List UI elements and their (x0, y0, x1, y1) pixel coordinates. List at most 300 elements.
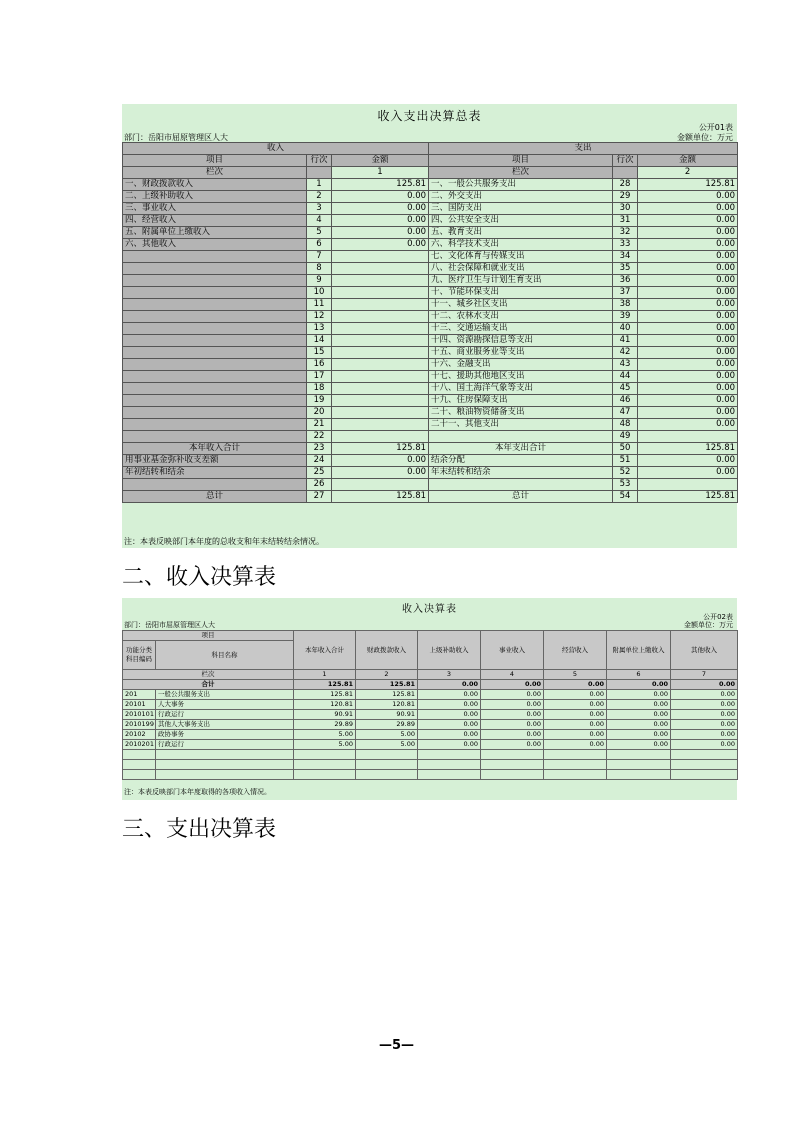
t2-total-2: 125.81 (356, 680, 418, 690)
t2-total-6: 0.00 (607, 680, 671, 690)
t2-code-header: 功能分类科目编码 (123, 641, 156, 670)
expense-amount: 0.00 (638, 311, 738, 323)
income-value: 0.00 (671, 740, 738, 750)
expense-row-no: 40 (613, 323, 638, 335)
summary-row (123, 203, 738, 215)
income-row-no: 5 (307, 227, 332, 239)
table1-note: 注：本表反映部门本年度的总收支和年末结转结余情况。 (124, 537, 324, 546)
table2-code: 公开02表 (703, 613, 733, 621)
expense-row-no: 32 (613, 227, 638, 239)
income-value: 0.00 (418, 710, 481, 720)
income-value: 0.00 (544, 710, 607, 720)
income-item (123, 383, 307, 395)
expense-row-no: 52 (613, 467, 638, 479)
income-amount: 0.00 (332, 215, 429, 227)
expense-amount: 0.00 (638, 395, 738, 407)
income-value: 0.00 (544, 720, 607, 730)
summary-row (123, 251, 738, 263)
summary-row (123, 191, 738, 203)
income-row-no: 11 (307, 299, 332, 311)
t2-col-7: 其他收入 (671, 631, 738, 670)
empty-cell (607, 760, 671, 770)
summary-row (123, 491, 738, 503)
table1-unit: 金额单位：万元 (677, 133, 733, 142)
t2-lanci-1: 1 (294, 670, 356, 680)
income-item (123, 359, 307, 371)
t2-total-1: 125.81 (294, 680, 356, 690)
income-amount (332, 383, 429, 395)
empty-cell (481, 770, 544, 780)
income-item (123, 287, 307, 299)
expense-item: 十四、资源勘探信息等支出 (429, 335, 613, 347)
income-row-no: 1 (307, 179, 332, 191)
expense-row-no: 39 (613, 311, 638, 323)
income-value: 125.81 (356, 690, 418, 700)
income-value: 0.00 (607, 710, 671, 720)
subject-name: 其他人大事务支出 (156, 720, 294, 730)
income-value: 0.00 (671, 690, 738, 700)
income-amount (332, 323, 429, 335)
income-row-no: 20 (307, 407, 332, 419)
subject-code: 2010201 (123, 740, 156, 750)
expense-item: 六、科学技术支出 (429, 239, 613, 251)
col-row-2: 行次 (613, 155, 638, 167)
expense-amount: 0.00 (638, 287, 738, 299)
col-amount-2: 金额 (638, 155, 738, 167)
summary-row (123, 371, 738, 383)
income-row-no: 12 (307, 311, 332, 323)
empty-cell (671, 760, 738, 770)
income-value: 0.00 (544, 740, 607, 750)
income-item (123, 431, 307, 443)
income-row-no: 4 (307, 215, 332, 227)
t2-lanci-2: 2 (356, 670, 418, 680)
income-amount (332, 419, 429, 431)
income-value: 0.00 (418, 740, 481, 750)
income-value: 0.00 (481, 730, 544, 740)
income-value: 5.00 (294, 730, 356, 740)
lanci-2: 2 (638, 167, 738, 179)
income-value: 0.00 (481, 720, 544, 730)
expense-item: 五、教育支出 (429, 227, 613, 239)
income-value: 0.00 (671, 720, 738, 730)
summary-row (123, 467, 738, 479)
income-value: 0.00 (481, 700, 544, 710)
income-item (123, 263, 307, 275)
expense-row-no: 37 (613, 287, 638, 299)
income-amount (332, 251, 429, 263)
subject-code: 2010101 (123, 710, 156, 720)
expense-row-no: 53 (613, 479, 638, 491)
t2-col-1: 本年收入合计 (294, 631, 356, 670)
expense-amount: 0.00 (638, 275, 738, 287)
empty-cell (356, 770, 418, 780)
expense-amount: 0.00 (638, 455, 738, 467)
income-row-no: 26 (307, 479, 332, 491)
expense-row-no: 46 (613, 395, 638, 407)
empty-row (123, 770, 738, 780)
summary-row (123, 299, 738, 311)
summary-row (123, 239, 738, 251)
expense-item: 九、医疗卫生与计划生育支出 (429, 275, 613, 287)
subject-name: 一般公共服务支出 (156, 690, 294, 700)
empty-cell (123, 750, 156, 760)
income-row (123, 700, 738, 710)
income-value: 0.00 (544, 690, 607, 700)
expense-amount: 0.00 (638, 191, 738, 203)
t2-lanci-4: 4 (481, 670, 544, 680)
income-amount (332, 431, 429, 443)
income-value: 5.00 (356, 740, 418, 750)
empty-cell (607, 770, 671, 780)
income-item (123, 395, 307, 407)
income-item: 用事业基金弥补收支差额 (123, 455, 307, 467)
income-value: 0.00 (671, 710, 738, 720)
income-value: 0.00 (607, 740, 671, 750)
expense-item: 二十一、其他支出 (429, 419, 613, 431)
t2-col-3: 上级补助收入 (418, 631, 481, 670)
expense-item: 二十、粮油物资储备支出 (429, 407, 613, 419)
summary-row (123, 383, 738, 395)
subject-name: 政协事务 (156, 730, 294, 740)
empty-cell (356, 760, 418, 770)
income-amount (332, 371, 429, 383)
table2-title: 收入决算表 (402, 604, 457, 615)
income-value: 0.00 (418, 720, 481, 730)
expense-row-no: 43 (613, 359, 638, 371)
income-value: 120.81 (294, 700, 356, 710)
expense-item: 总计 (429, 491, 613, 503)
expense-item: 十九、住房保障支出 (429, 395, 613, 407)
col-row: 行次 (307, 155, 332, 167)
t2-lanci: 栏次 (123, 670, 294, 680)
income-amount: 0.00 (332, 239, 429, 251)
summary-row (123, 359, 738, 371)
table2-department: 部门：岳阳市屈原管理区人大 (124, 621, 215, 629)
expense-item (429, 479, 613, 491)
subject-name: 人大事务 (156, 700, 294, 710)
t2-col-4: 事业收入 (481, 631, 544, 670)
income-row-no: 23 (307, 443, 332, 455)
t2-lanci-3: 3 (418, 670, 481, 680)
t2-col-5: 经营收入 (544, 631, 607, 670)
empty-cell (481, 750, 544, 760)
summary-row (123, 275, 738, 287)
income-row-no: 19 (307, 395, 332, 407)
income-row (123, 740, 738, 750)
subject-code: 20101 (123, 700, 156, 710)
expense-row-no: 30 (613, 203, 638, 215)
income-item (123, 311, 307, 323)
expense-item: 十六、金融支出 (429, 359, 613, 371)
empty-cell (671, 770, 738, 780)
income-row (123, 730, 738, 740)
t2-name-header: 科目名称 (156, 641, 294, 670)
income-amount: 125.81 (332, 491, 429, 503)
empty-cell (294, 760, 356, 770)
summary-row (123, 179, 738, 191)
income-row-no: 6 (307, 239, 332, 251)
empty-cell (418, 770, 481, 780)
expense-row-no: 33 (613, 239, 638, 251)
expense-item: 年末结转和结余 (429, 467, 613, 479)
summary-row (123, 263, 738, 275)
summary-row (123, 455, 738, 467)
expense-amount: 125.81 (638, 491, 738, 503)
summary-row (123, 287, 738, 299)
income-amount: 0.00 (332, 467, 429, 479)
subject-code: 2010199 (123, 720, 156, 730)
summary-row (123, 311, 738, 323)
expense-amount: 0.00 (638, 347, 738, 359)
expense-amount (638, 479, 738, 491)
expense-item (429, 431, 613, 443)
income-value: 0.00 (607, 730, 671, 740)
expense-item: 一、一般公共服务支出 (429, 179, 613, 191)
income-value: 0.00 (418, 730, 481, 740)
summary-row (123, 431, 738, 443)
expense-row-no: 35 (613, 263, 638, 275)
income-row-no: 16 (307, 359, 332, 371)
income-value: 0.00 (544, 700, 607, 710)
lanci-label: 栏次 (123, 167, 307, 179)
expense-item: 十一、城乡社区支出 (429, 299, 613, 311)
summary-row (123, 479, 738, 491)
t2-total-5: 0.00 (544, 680, 607, 690)
income-value: 0.00 (607, 700, 671, 710)
expense-item: 十五、商业服务业等支出 (429, 347, 613, 359)
expense-amount: 0.00 (638, 467, 738, 479)
expense-row-no: 31 (613, 215, 638, 227)
section-heading-income: 二、收入决算表 (122, 565, 277, 590)
summary-table (122, 142, 738, 503)
t2-total-3: 0.00 (418, 680, 481, 690)
t2-total-7: 0.00 (671, 680, 738, 690)
t2-col-6: 附属单位上缴收入 (607, 631, 671, 670)
subject-name: 行政运行 (156, 740, 294, 750)
summary-row (123, 347, 738, 359)
income-row-no: 18 (307, 383, 332, 395)
expense-item: 四、公共安全支出 (429, 215, 613, 227)
income-header: 收入 (123, 143, 429, 155)
income-row-no: 8 (307, 263, 332, 275)
expense-row-no: 36 (613, 275, 638, 287)
income-item: 年初结转和结余 (123, 467, 307, 479)
expense-row-no: 34 (613, 251, 638, 263)
income-row-no: 22 (307, 431, 332, 443)
expense-amount: 0.00 (638, 407, 738, 419)
income-row-no: 25 (307, 467, 332, 479)
t2-total-label: 合计 (123, 680, 294, 690)
empty-cell (481, 760, 544, 770)
income-item (123, 299, 307, 311)
expense-row-no: 44 (613, 371, 638, 383)
expense-item: 结余分配 (429, 455, 613, 467)
income-item: 三、事业收入 (123, 203, 307, 215)
income-value: 90.91 (294, 710, 356, 720)
expense-row-no: 42 (613, 347, 638, 359)
expense-item: 十三、交通运输支出 (429, 323, 613, 335)
expense-item: 十八、国土海洋气象等支出 (429, 383, 613, 395)
income-value: 29.89 (356, 720, 418, 730)
income-amount (332, 287, 429, 299)
income-item: 四、经营收入 (123, 215, 307, 227)
income-value: 0.00 (671, 730, 738, 740)
expense-amount: 0.00 (638, 299, 738, 311)
income-amount: 125.81 (332, 179, 429, 191)
income-amount: 0.00 (332, 227, 429, 239)
income-expense-summary-sheet (122, 104, 737, 548)
expense-row-no: 49 (613, 431, 638, 443)
income-amount: 0.00 (332, 191, 429, 203)
expense-amount: 0.00 (638, 263, 738, 275)
summary-row (123, 443, 738, 455)
income-amount (332, 407, 429, 419)
income-row-no: 13 (307, 323, 332, 335)
subject-code: 201 (123, 690, 156, 700)
income-amount (332, 359, 429, 371)
income-item: 二、上级补助收入 (123, 191, 307, 203)
income-item: 总计 (123, 491, 307, 503)
income-amount: 0.00 (332, 203, 429, 215)
income-value: 125.81 (294, 690, 356, 700)
expense-amount: 0.00 (638, 215, 738, 227)
income-value: 0.00 (481, 710, 544, 720)
income-row-no: 9 (307, 275, 332, 287)
empty-row (123, 750, 738, 760)
col-item-2: 项目 (429, 155, 613, 167)
income-row (123, 720, 738, 730)
income-value: 0.00 (481, 690, 544, 700)
expense-item: 七、文化体育与传媒支出 (429, 251, 613, 263)
income-item (123, 371, 307, 383)
income-row-no: 17 (307, 371, 332, 383)
empty-cell (123, 760, 156, 770)
income-amount (332, 395, 429, 407)
empty-row (123, 760, 738, 770)
empty-cell (544, 760, 607, 770)
income-item (123, 251, 307, 263)
expense-item: 本年支出合计 (429, 443, 613, 455)
expense-amount: 0.00 (638, 335, 738, 347)
empty-cell (294, 770, 356, 780)
expense-amount: 0.00 (638, 371, 738, 383)
empty-cell (418, 750, 481, 760)
t2-col-2: 财政拨款收入 (356, 631, 418, 670)
income-item (123, 347, 307, 359)
summary-row (123, 323, 738, 335)
empty-cell (156, 760, 294, 770)
income-row (123, 710, 738, 720)
income-row-no: 27 (307, 491, 332, 503)
expense-item: 十七、援助其他地区支出 (429, 371, 613, 383)
expense-row-no: 50 (613, 443, 638, 455)
table1-code: 公开01表 (698, 123, 733, 132)
income-row-no: 14 (307, 335, 332, 347)
empty-cell (544, 770, 607, 780)
income-value: 29.89 (294, 720, 356, 730)
summary-row (123, 227, 738, 239)
income-item: 五、附属单位上缴收入 (123, 227, 307, 239)
lanci-1: 1 (332, 167, 429, 179)
page-number: —5— (378, 1038, 415, 1053)
table1-title: 收入支出决算总表 (377, 109, 482, 123)
income-row-no: 15 (307, 347, 332, 359)
income-value: 120.81 (356, 700, 418, 710)
income-item: 本年收入合计 (123, 443, 307, 455)
income-amount (332, 275, 429, 287)
income-value: 90.91 (356, 710, 418, 720)
expense-item: 十、节能环保支出 (429, 287, 613, 299)
expense-row-no: 45 (613, 383, 638, 395)
expense-row-no: 29 (613, 191, 638, 203)
col-amount: 金额 (332, 155, 429, 167)
income-amount (332, 299, 429, 311)
expense-item: 三、国防支出 (429, 203, 613, 215)
empty-cell (294, 750, 356, 760)
col-item: 项目 (123, 155, 307, 167)
t2-lanci-7: 7 (671, 670, 738, 680)
empty-cell (156, 770, 294, 780)
table1-department: 部门：岳阳市屈原管理区人大 (124, 133, 228, 142)
income-amount (332, 479, 429, 491)
income-amount (332, 347, 429, 359)
expense-amount: 0.00 (638, 227, 738, 239)
expense-row-no: 51 (613, 455, 638, 467)
income-amount (332, 335, 429, 347)
section-heading-expense: 三、支出决算表 (122, 817, 277, 842)
income-item (123, 335, 307, 347)
empty-cell (356, 750, 418, 760)
subject-code: 20102 (123, 730, 156, 740)
income-row-no: 2 (307, 191, 332, 203)
income-row-no: 10 (307, 287, 332, 299)
summary-row (123, 335, 738, 347)
income-item: 六、其他收入 (123, 239, 307, 251)
expense-row-no: 28 (613, 179, 638, 191)
income-item (123, 275, 307, 287)
income-value: 0.00 (607, 690, 671, 700)
table2-note: 注：本表反映部门本年度取得的各项收入情况。 (124, 788, 271, 796)
t2-total-4: 0.00 (481, 680, 544, 690)
income-value: 5.00 (356, 730, 418, 740)
expense-amount: 0.00 (638, 419, 738, 431)
expense-amount: 125.81 (638, 443, 738, 455)
income-value: 0.00 (544, 730, 607, 740)
empty-cell (123, 770, 156, 780)
income-value: 0.00 (671, 700, 738, 710)
expense-item: 十二、农林水支出 (429, 311, 613, 323)
income-item (123, 323, 307, 335)
income-item (123, 407, 307, 419)
expense-amount: 0.00 (638, 323, 738, 335)
summary-row (123, 407, 738, 419)
income-item (123, 479, 307, 491)
income-value: 0.00 (607, 720, 671, 730)
empty-cell (544, 750, 607, 760)
lanci-label-2: 栏次 (429, 167, 613, 179)
expense-row-no: 54 (613, 491, 638, 503)
expense-row-no: 48 (613, 419, 638, 431)
t2-lanci-6: 6 (607, 670, 671, 680)
income-value: 0.00 (418, 690, 481, 700)
expense-item: 二、外交支出 (429, 191, 613, 203)
expense-amount: 0.00 (638, 383, 738, 395)
income-amount: 125.81 (332, 443, 429, 455)
income-row-no: 3 (307, 203, 332, 215)
expense-amount: 0.00 (638, 359, 738, 371)
expense-amount: 0.00 (638, 239, 738, 251)
